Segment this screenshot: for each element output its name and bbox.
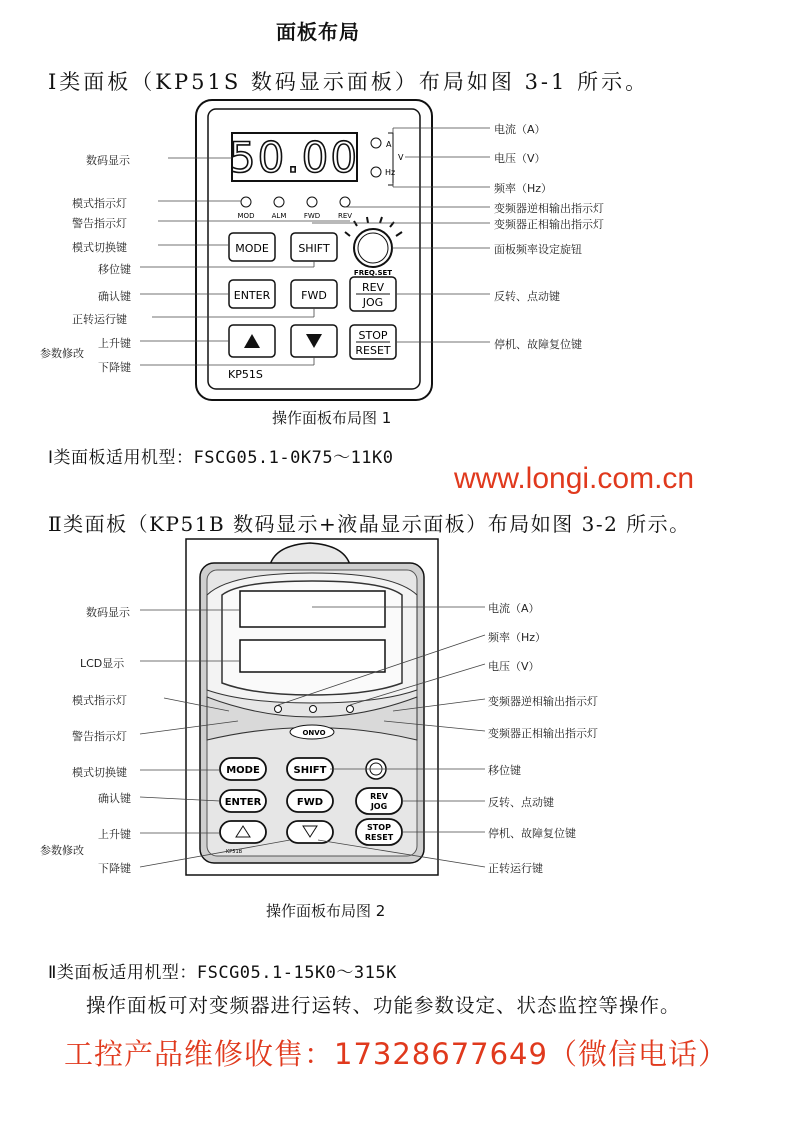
label-mode-led: 模式指示灯 — [72, 197, 127, 210]
label-down-key: 下降键 — [98, 361, 131, 374]
svg-text:FREQ.SET: FREQ.SET — [353, 269, 393, 277]
led-hz-label: Hz — [385, 168, 396, 177]
label2-rev-led: 变频器逆相输出指示灯 — [488, 695, 598, 708]
shift-key-label: SHIFT — [298, 242, 330, 255]
svg-text:JOG: JOG — [370, 802, 388, 811]
led-a-label: A — [386, 140, 392, 149]
enter-key-label: ENTER — [233, 289, 271, 302]
stop-key-label: STOP — [358, 329, 388, 342]
label-param-modify: 参数修改 — [40, 347, 84, 360]
svg-text:SHIFT: SHIFT — [293, 765, 327, 776]
page-heading: 面板布局 — [276, 20, 360, 44]
label2-mode-key: 模式切换键 — [72, 766, 127, 779]
label-enter-key: 确认键 — [98, 290, 131, 303]
label-rev-jog: 反转、点动键 — [494, 290, 560, 303]
label2-digital-display: 数码显示 — [86, 606, 130, 619]
brand-logo: ONVO — [302, 729, 326, 737]
label-alarm-led: 警告指示灯 — [72, 217, 127, 230]
reset-key-label: RESET — [355, 344, 391, 357]
label2-down-key: 下降键 — [98, 862, 131, 875]
digital-display — [240, 591, 385, 627]
svg-text:FWD: FWD — [296, 797, 324, 808]
label2-fwd-led: 变频器正相输出指示灯 — [488, 727, 598, 740]
label-digital-display: 数码显示 — [86, 154, 130, 167]
label2-frequency: 频率（Hz） — [488, 631, 547, 644]
figure-2-caption: 操作面板布局图 2 — [266, 902, 386, 920]
label2-alarm-led: 警告指示灯 — [72, 730, 127, 743]
intro-paragraph-2: Ⅱ类面板（KP51B 数码显示+液晶显示面板）布局如图 3-2 所示。 — [48, 512, 691, 536]
label-voltage: 电压（V） — [494, 152, 546, 165]
panel-model-label: KP51B — [226, 849, 243, 855]
panel-model-label: KP51S — [228, 368, 263, 381]
svg-text:ALM: ALM — [271, 212, 287, 220]
rev-key-label: REV — [361, 281, 385, 294]
svg-text:REV: REV — [337, 212, 353, 220]
up-key[interactable] — [220, 821, 266, 843]
label2-fwd-key: 正转运行键 — [488, 862, 543, 875]
label-knob: 面板频率设定旋钮 — [494, 243, 582, 256]
down-key[interactable] — [287, 821, 333, 843]
mode-key-label: MODE — [235, 242, 269, 255]
label-current: 电流（A） — [494, 123, 546, 136]
label2-voltage: 电压（V） — [488, 660, 540, 673]
label2-lcd-display: LCD显示 — [80, 657, 125, 670]
svg-text:RESET: RESET — [364, 833, 394, 842]
label2-param-modify: 参数修改 — [40, 844, 84, 857]
label-shift-key: 移位键 — [98, 263, 131, 276]
label2-enter-key: 确认键 — [98, 792, 131, 805]
models-line-2: Ⅱ类面板适用机型：FSCG05.1-15K0～315K — [48, 963, 397, 983]
label2-up-key: 上升键 — [98, 828, 131, 841]
svg-text:ENTER: ENTER — [224, 797, 262, 808]
models-line-1: Ⅰ类面板适用机型：FSCG05.1-0K75～11K0 — [48, 448, 394, 468]
label-frequency: 频率（Hz） — [494, 182, 553, 195]
label2-current: 电流（A） — [488, 602, 540, 615]
label-stop-reset: 停机、故障复位键 — [494, 338, 582, 351]
label-mode-key: 模式切换键 — [72, 241, 127, 254]
summary-paragraph: 操作面板可对变频器进行运转、功能参数设定、状态监控等操作。 — [86, 994, 681, 1017]
figure-1-caption: 操作面板布局图 1 — [272, 409, 392, 427]
label-rev-led: 变频器逆相输出指示灯 — [494, 202, 604, 215]
label-fwd-key: 正转运行键 — [72, 313, 127, 326]
label-up-key: 上升键 — [98, 337, 131, 350]
svg-text:MOD: MOD — [237, 212, 255, 220]
svg-text:REV: REV — [370, 792, 388, 801]
svg-text:FWD: FWD — [303, 212, 321, 220]
display-value: 50.00 — [228, 133, 360, 182]
jog-key-label: JOG — [362, 296, 384, 309]
svg-text:STOP: STOP — [367, 823, 391, 832]
advert-contact: 工控产品维修收售：17328677649（微信电话） — [64, 1037, 728, 1071]
watermark-url: www.longi.com.cn — [454, 462, 695, 495]
label2-stop-reset: 停机、故障复位键 — [488, 827, 576, 840]
label2-shift-key: 移位键 — [488, 764, 521, 777]
led-v-label: V — [398, 153, 404, 162]
lcd-display — [240, 640, 385, 672]
label-fwd-led: 变频器正相输出指示灯 — [494, 218, 604, 231]
intro-paragraph-1: Ⅰ类面板（KP51S 数码显示面板）布局如图 3-1 所示。 — [48, 70, 650, 94]
label2-mode-led: 模式指示灯 — [72, 694, 127, 707]
svg-text:MODE: MODE — [226, 765, 260, 776]
fwd-key-label: FWD — [301, 289, 327, 302]
label2-rev-jog: 反转、点动键 — [488, 796, 554, 809]
